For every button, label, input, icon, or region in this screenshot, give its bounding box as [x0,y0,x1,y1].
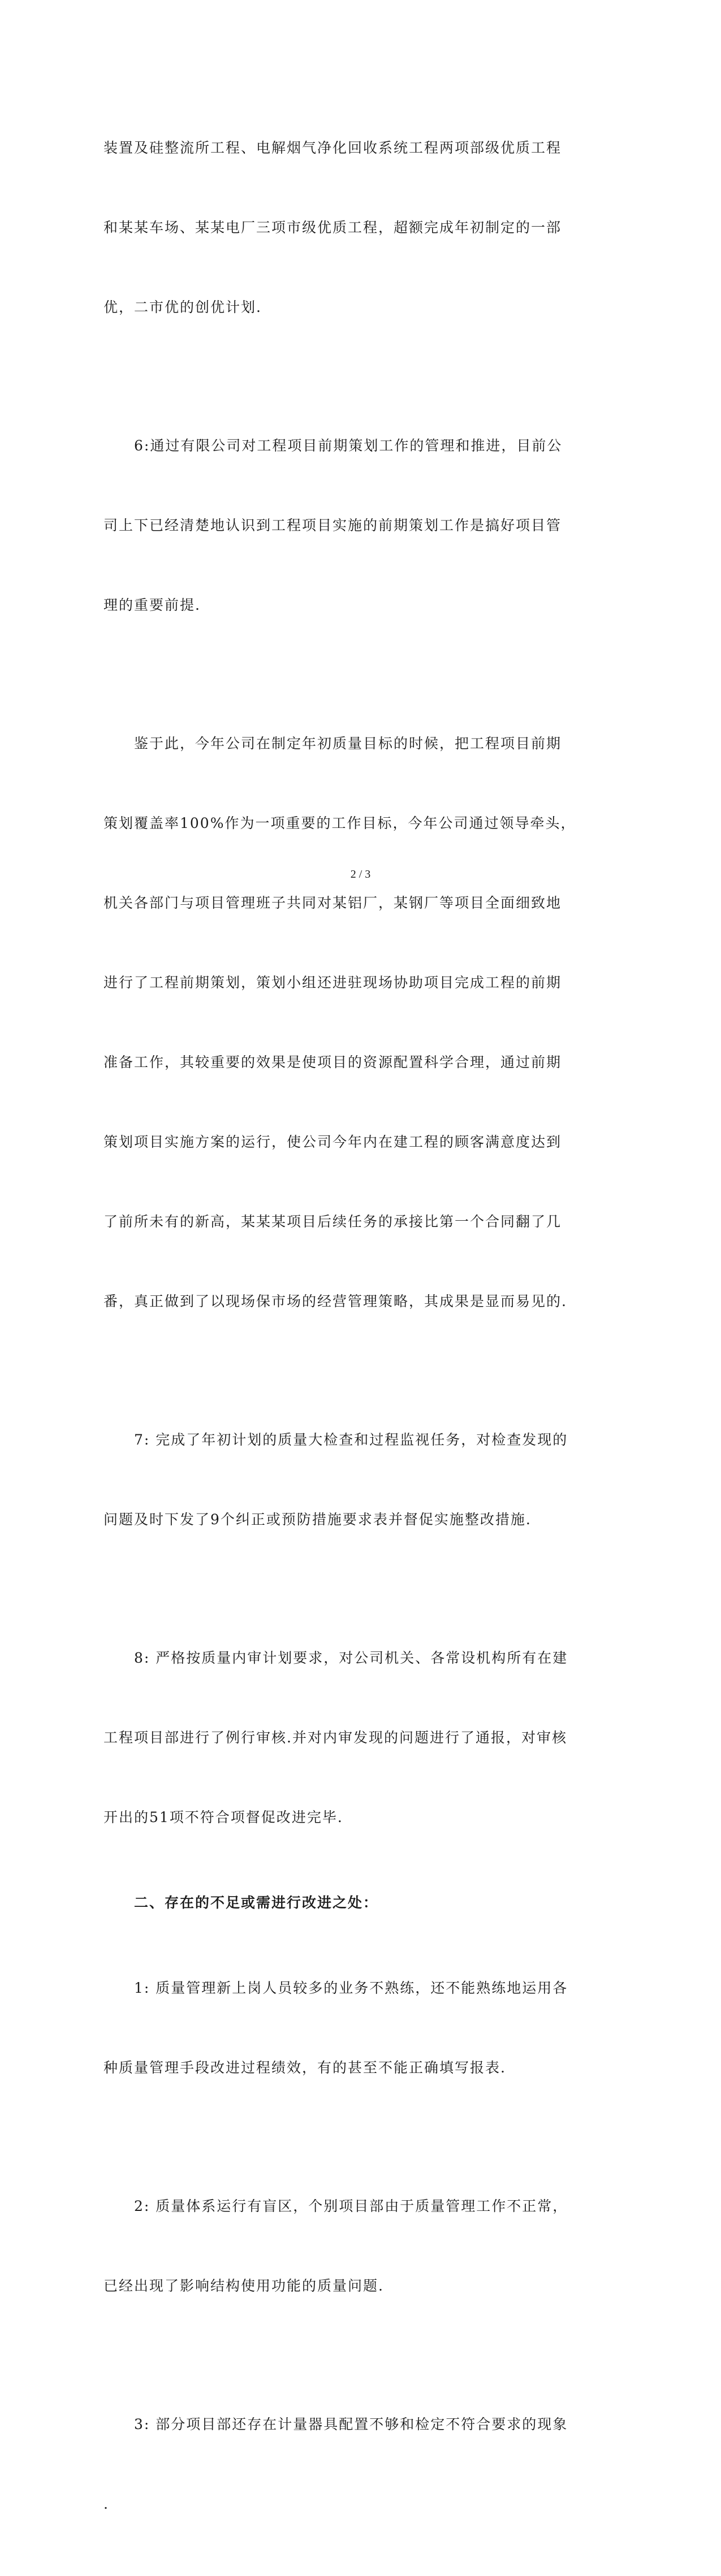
paragraph-planning [103,677,591,1368]
paragraph-issue-3 [103,2358,591,2570]
paragraph-item-8 [103,1591,591,1884]
text-line: 种质量管理手段改进过程绩效，有的甚至不能正确填写报表. [103,2059,506,2076]
text-line: 装置及硅整流所工程、电解烟气净化回收系统工程两项部级优质工程 [103,140,562,156]
text-line: 策划覆盖率100%作为一项重要的工作目标，今年公司通过领导牵头， [103,815,576,831]
text-line: 优，二市优的创优计划. [103,299,262,315]
paragraph-item-7 [103,1373,591,1586]
text-line: 番，真正做到了以现场保市场的经营管理策略，其成果是显而易见的. [103,1293,567,1309]
paragraph-item-6 [103,379,591,671]
text-line: 问题及时下发了9个纠正或预防措施要求表并督促实施整改措施. [103,1511,532,1528]
document-body [103,81,591,2576]
text-line: 机关各部门与项目管理班子共同对某铝厂，某钢厂等项目全面细致地 [103,895,562,911]
text-line: 开出的51项不符合项督促改进完毕. [103,1809,343,1825]
text-line: 工程项目部进行了例行审核.并对内审发现的问题进行了通报，对审核 [103,1729,567,1746]
text-line: 2: 质量体系运行有盲区，个别项目部由于质量管理工作不正常， [134,2198,568,2214]
text-line: 司上下已经清楚地认识到工程项目实施的前期策划工作是搞好项目管 [103,517,562,534]
paragraph-issue-2 [103,2140,591,2352]
text-line: 鉴于此，今年公司在制定年初质量目标的时候，把工程项目前期 [134,735,562,752]
text-line: . [103,2496,109,2512]
page-number: 2 / 3 [350,868,371,881]
text-line: 准备工作，其较重要的效果是使项目的资源配置科学合理，通过前期 [103,1054,562,1070]
text-line: 理的重要前提. [103,597,201,613]
text-line: 进行了工程前期策划，策划小组还进驻现场协助项目完成工程的前期 [103,974,562,991]
text-line: 和某某车场、某某电厂三项市级优质工程，超额完成年初制定的一部 [103,219,562,236]
section-heading: 二、存在的不足或需进行改进之处： [134,1894,379,1911]
text-line: 1: 质量管理新上岗人员较多的业务不熟练，还不能熟练地运用各 [134,1980,568,1996]
text-line: 3: 部分项目部还存在计量器具配置不够和检定不符合要求的现象 [134,2416,568,2432]
text-line: 了前所未有的新高，某某某项目后续任务的承接比第一个合同翻了几 [103,1213,562,1230]
text-line: 8: 严格按质量内审计划要求，对公司机关、各常设机构所有在建 [134,1650,568,1666]
text-line: 7: 完成了年初计划的质量大检查和过程监视任务，对检查发现的 [134,1432,568,1448]
text-line: 策划项目实施方案的运行，使公司今年内在建工程的顾客满意度达到 [103,1134,562,1150]
text-line: 6:通过有限公司对工程项目前期策划工作的管理和推进，目前公 [134,437,563,454]
text-line: 已经出现了影响结构使用功能的质量问题. [103,2278,384,2294]
paragraph-issue-1 [103,1922,591,2134]
paragraph-continuation [103,81,591,374]
